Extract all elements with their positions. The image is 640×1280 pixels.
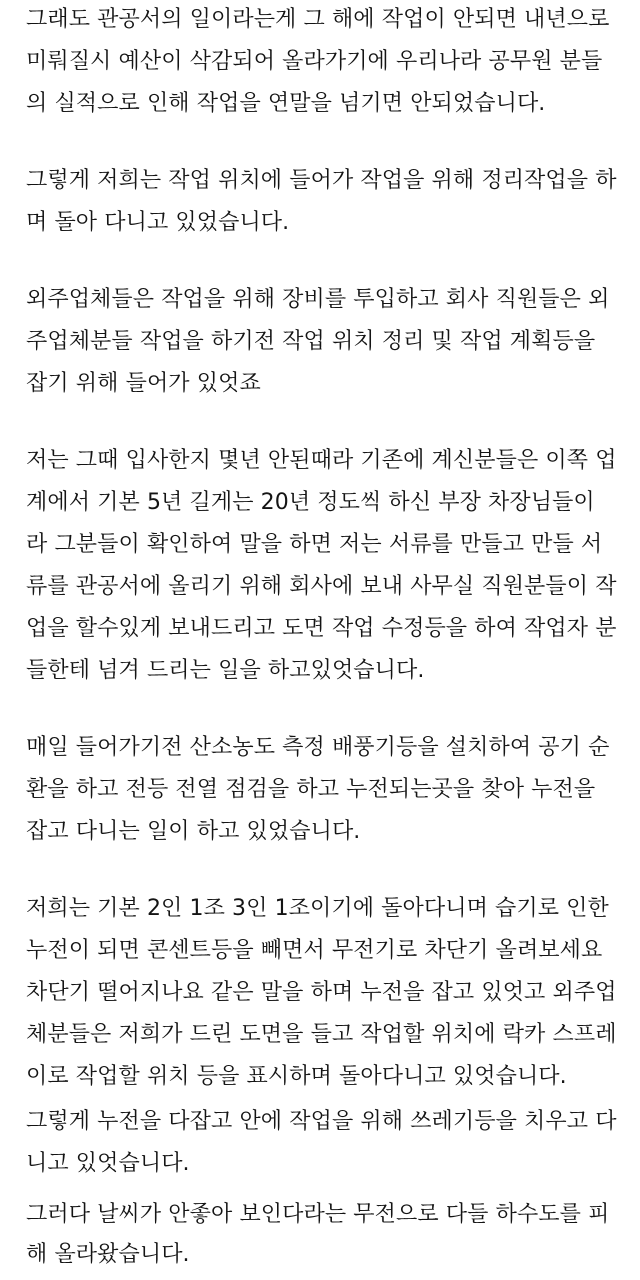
paragraph-2-line-2: 며 돌아 다니고 있었습니다. [26,210,290,235]
paragraph-5-line-1: 매일 들어가기전 산소농도 측정 배풍기등을 설치하여 공기 순 [26,735,610,760]
paragraph-5-line-2: 환을 하고 전등 전열 점검을 하고 누전되는곳을 찾아 누전을 [26,777,596,802]
paragraph-4-line-3: 라 그분들이 확인하여 말을 하면 저는 서류를 만들고 만들 서 [26,532,603,557]
paragraph-7-line-1: 그렇게 누전을 다잡고 안에 작업을 위해 쓰레기등을 치우고 다 [26,1109,617,1134]
paragraph-4-line-6: 들한테 넘겨 드리는 일을 하고있엇습니다. [26,658,425,683]
paragraph-3-line-2: 주업체분들 작업을 하기전 작업 위치 정리 및 작업 계획등을 [26,329,596,354]
paragraph-6-line-4: 체분들은 저희가 드린 도면을 들고 작업할 위치에 락카 스프레 [26,1022,617,1047]
paragraph-4-line-1: 저는 그때 입사한지 몇년 안된때라 기존에 계신분들은 이쪽 업 [26,448,617,473]
paragraph-6-line-3: 차단기 떨어지나요 같은 말을 하며 누전을 잡고 있엇고 외주업 [26,980,617,1005]
paragraph-5-line-3: 잡고 다니는 일이 하고 있었습니다. [26,819,361,844]
paragraph-7-line-2: 니고 있엇습니다. [26,1151,190,1176]
paragraph-2-line-1: 그렇게 저희는 작업 위치에 들어가 작업을 위해 정리작업을 하 [26,168,617,193]
paragraph-8-line-1: 그러다 날씨가 안좋아 보인다라는 무전으로 다들 하수도를 피 [26,1202,610,1227]
paragraph-8-line-2: 해 올라왔습니다. [26,1242,190,1267]
paragraph-6-line-1: 저희는 기본 2인 1조 3인 1조이기에 돌아다니며 습기로 인한 [26,896,609,921]
paragraph-4-line-5: 업을 할수있게 보내드리고 도면 작업 수정등을 하여 작업자 분 [26,616,617,641]
paragraph-3-line-3: 잡기 위해 들어가 있엇죠 [26,371,261,396]
paragraph-1-line-1: 그래도 관공서의 일이라는게 그 해에 작업이 안되면 내년으로 [26,7,610,32]
paragraph-6-line-5: 이로 작업할 위치 등을 표시하며 돌아다니고 있엇습니다. [26,1064,567,1089]
paragraph-6-line-2: 누전이 되면 콘센트등을 빼면서 무전기로 차단기 올려보세요 [26,938,603,963]
paragraph-3-line-1: 외주업체들은 작업을 위해 장비를 투입하고 회사 직원들은 외 [26,287,610,312]
paragraph-4-line-4: 류를 관공서에 올리기 위해 회사에 보내 사무실 직원분들이 작 [26,574,617,599]
paragraph-4-line-2: 계에서 기본 5년 길게는 20년 정도씩 하신 부장 차장님들이 [26,490,595,515]
paragraph-1-line-3: 의 실적으로 인해 작업을 연말을 넘기면 안되었습니다. [26,91,546,116]
paragraph-1-line-2: 미뤄질시 예산이 삭감되어 올라가기에 우리나라 공무원 분들 [26,49,603,74]
